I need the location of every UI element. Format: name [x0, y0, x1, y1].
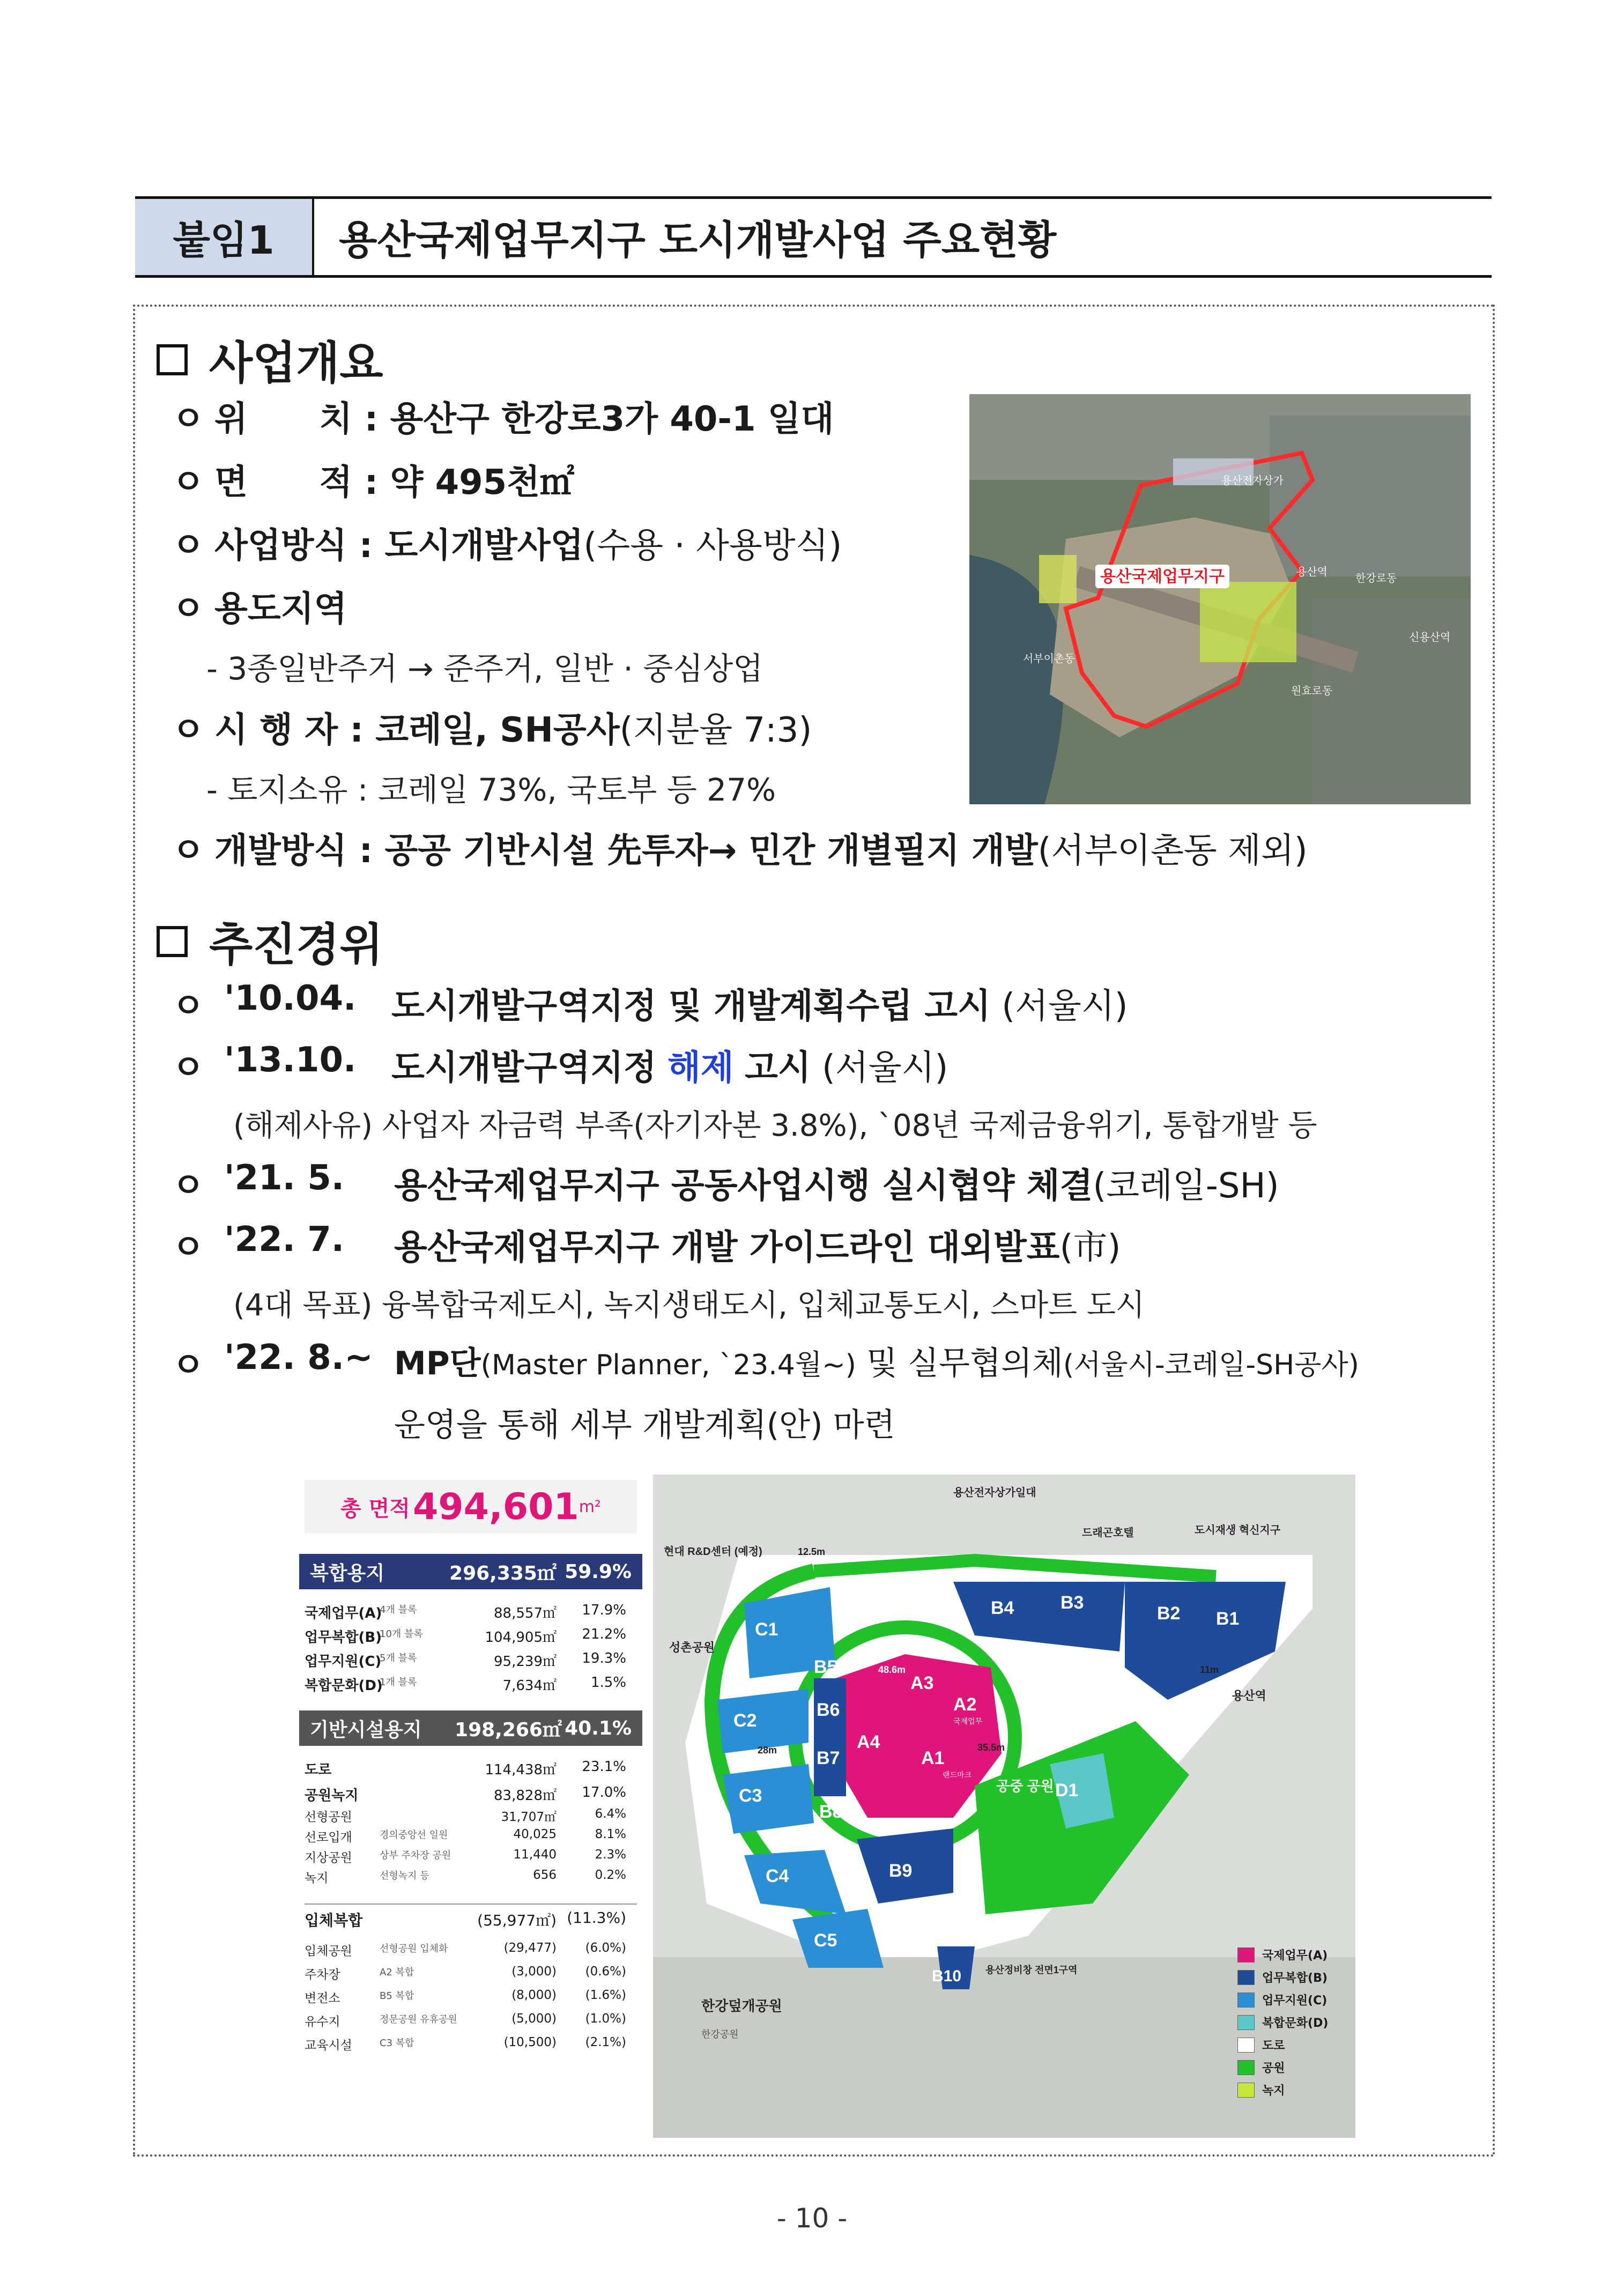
mixed-use-header: 복합용지 296,335㎡ 59.9% [299, 1554, 642, 1589]
mixed-row: 업무복합(B) 10개 블록 104,905㎡ 21.2% [305, 1626, 626, 1646]
block-label: B6 [817, 1700, 840, 1720]
block-label: B2 [1157, 1603, 1181, 1624]
attachment-header [135, 196, 1492, 278]
checkbox-square-icon [157, 926, 188, 957]
site-plan-map [653, 1475, 1355, 2138]
infra-row: 녹지 선형녹지 등 656 0.2% [305, 1868, 626, 1885]
infra-row: 지상공원 상부 주차장 공원 11,440 2.3% [305, 1848, 626, 1865]
map-label-hangang-sub: 한강공원 [701, 2029, 739, 2040]
aerial-photo-graphic [969, 394, 1471, 804]
legend-item: 업무지원(C) [1237, 1991, 1327, 2008]
a1-sub-label: 랜드마크 [943, 1771, 972, 1779]
block-label: C5 [814, 1930, 837, 1951]
overview-location: ㅇ 위 치 : 용산구 한강로3가 40-1 일대 [172, 399, 834, 439]
history-item-0: 도시개발구역지정 및 개발계획수립 고시 (서울시) [391, 987, 1128, 1026]
block-label: C1 [755, 1619, 778, 1640]
history-date-2: '21. 5. [224, 1158, 345, 1198]
block-label: B8 [819, 1802, 843, 1822]
history-bullet-4: ㅇ [172, 1346, 205, 1386]
legend-item: 복합문화(D) [1237, 2014, 1328, 2031]
vertical-row: 변전소 B5 복합 (8,000) (1.6%) [305, 1988, 626, 2005]
legend-item: 도로 [1237, 2036, 1285, 2053]
land-use-table [288, 1475, 653, 2138]
legend-item: 업무복합(B) [1237, 1969, 1328, 1986]
aerial-label-0: 용산전자상가 [1221, 475, 1284, 487]
map-label-rnd: 현대 R&D센터 (예정) [664, 1546, 762, 1558]
vertical-row: 주차장 A2 복합 (3,000) (0.6%) [305, 1965, 626, 1982]
infra-row: 선로입개 경의중앙선 일원 40,025 8.1% [305, 1827, 626, 1845]
history-reason: (해제사유) 사업자 자금력 부족(자기자본 3.8%), `08년 국제금융위기, 통합개발 등 [233, 1108, 1317, 1143]
block-label: D1 [1055, 1780, 1079, 1801]
history-date-1: '13.10. [224, 1040, 357, 1080]
history-bullet-1: ㅇ [172, 1048, 205, 1088]
mixed-row: 복합문화(D) 1개 블록 7,634㎡ 1.5% [305, 1675, 626, 1694]
block-label: B7 [817, 1748, 840, 1768]
overview-method: ㅇ 사업방식 : 도시개발사업(수용 · 사용방식) [172, 526, 842, 566]
block-label: C4 [766, 1866, 789, 1886]
vertical-row: 교육시설 C3 복합 (10,500) (2.1%) [305, 2035, 626, 2053]
a2-sub-label: 국제업무 [953, 1717, 983, 1725]
map-label-trade: 드래곤호텔 [1082, 1527, 1134, 1539]
dim-label: 48.6m [878, 1664, 906, 1675]
history-item-4: MP단(Master Planner, `23.4월~) 및 실무협의체(서울시-코레일-SH공사) [394, 1345, 1359, 1382]
aerial-label-1: 용산역 [1296, 566, 1328, 578]
attachment-tag: 붙임1 [135, 199, 314, 275]
dim-label: 11m [1200, 1664, 1219, 1675]
block-label: A2 [953, 1694, 977, 1715]
page-title: 용산국제업무지구 도시개발사업 주요현황 [339, 217, 1057, 263]
block-label: A3 [910, 1673, 934, 1693]
block-label: B10 [932, 1967, 962, 1985]
infra-row: 공원녹지 83,828㎡ 17.0% [305, 1784, 626, 1804]
section-heading-history: 추진경위 [157, 909, 383, 974]
central-park-label: 공중 공원 [996, 1778, 1054, 1794]
block-label: C3 [739, 1786, 762, 1806]
map-label-top: 용산전자상가일대 [953, 1487, 1036, 1499]
infra-row: 도로 114,438㎡ 23.1% [305, 1759, 626, 1778]
block-label: B1 [1216, 1609, 1240, 1629]
aerial-label-4: 원효로동 [1291, 685, 1333, 697]
infra-header: 기반시설용지 198,266㎡ 40.1% [299, 1710, 642, 1746]
aerial-label-3: 한강로동 [1355, 573, 1397, 584]
history-bullet-2: ㅇ [172, 1166, 205, 1206]
block-label: B3 [1061, 1593, 1084, 1613]
total-area: 총 면적 494,601 m² [305, 1480, 637, 1534]
checkbox-square-icon [157, 344, 188, 375]
history-bullet-0: ㅇ [172, 987, 205, 1026]
map-label-hangang: 한강덮개공원 [701, 1998, 782, 2014]
overview-operator: ㅇ 시 행 자 : 코레일, SH공사(지분율 7:3) [172, 710, 812, 750]
aerial-label-5: 신용산역 [1409, 632, 1451, 643]
infra-row: 선형공원 31,707㎡ 6.4% [305, 1807, 626, 1824]
overview-dev-method: ㅇ 개발방식 : 공공 기반시설 先투자→ 민간 개별필지 개발(서부이촌동 제외) [172, 831, 1308, 871]
history-bullet-3: ㅇ [172, 1228, 205, 1268]
vertical-row: 입체공원 선형공원 입체화 (29,477) (6.0%) [305, 1941, 626, 1958]
dim-label: 12.5m [798, 1546, 826, 1557]
block-label: A4 [857, 1732, 880, 1752]
history-item-1: 도시개발구역지정 해제 고시 (서울시) [391, 1048, 948, 1088]
map-label-park: 성촌공원 [669, 1641, 715, 1654]
aerial-photo [969, 394, 1471, 804]
history-date-0: '10.04. [224, 979, 357, 1018]
map-label-station: 용산역 [1232, 1689, 1266, 1702]
mixed-row: 국제업무(A) 4개 블록 88,557㎡ 17.9% [305, 1602, 626, 1621]
history-date-4: '22. 8.~ [224, 1338, 373, 1377]
legend-item: 공원 [1237, 2059, 1285, 2076]
overview-land-ownership: - 토지소유 : 코레일 73%, 국토부 등 27% [206, 772, 776, 808]
map-label-urban: 도시재생 혁신지구 [1195, 1524, 1281, 1536]
aerial-main-label: 용산국제업무지구 [1100, 568, 1225, 586]
block-label: A1 [921, 1748, 945, 1768]
block-label: B5 [814, 1657, 837, 1677]
history-date-3: '22. 7. [224, 1220, 345, 1260]
dim-label: 28m [758, 1745, 777, 1756]
overview-zoning: ㅇ 용도지역 [172, 589, 347, 629]
vertical-row: 유수지 정문공원 유휴공원 (5,000) (1.0%) [305, 2012, 626, 2029]
section-heading-overview: 사업개요 [157, 327, 383, 392]
vertical-header: 입체복합 (55,977㎡) (11.3%) [305, 1904, 637, 1930]
block-label: B4 [991, 1598, 1014, 1618]
legend-item: 국제업무(A) [1237, 1946, 1328, 1963]
dim-label: 35.5m [977, 1742, 1005, 1753]
overview-zoning-detail: - 3종일반주거 → 준주거, 일반 · 중심상업 [206, 650, 763, 687]
page-number: - 10 - [776, 2203, 848, 2234]
history-item-2: 용산국제업무지구 공동사업시행 실시협약 체결(코레일-SH) [394, 1166, 1279, 1206]
history-item-3: 용산국제업무지구 개발 가이드라인 대외발표(市) [394, 1228, 1121, 1268]
block-label: C2 [733, 1710, 757, 1731]
history-goals: (4대 목표) 융복합국제도시, 녹지생태도시, 입체교통도시, 스마트 도시 [233, 1288, 1145, 1323]
aerial-label-2: 서부이촌동 [1023, 653, 1075, 665]
map-label-yongsan-area: 용산정비창 전면1구역 [985, 1965, 1078, 1975]
block-label: B9 [889, 1861, 913, 1881]
land-use-infographic [288, 1475, 1355, 2138]
mixed-row: 업무지원(C) 5개 블록 95,239㎡ 19.3% [305, 1650, 626, 1670]
overview-area: ㅇ 면 적 : 약 495천㎡ [172, 463, 575, 502]
history-item-4-line2: 운영을 통해 세부 개발계획(안) 마련 [394, 1406, 895, 1444]
legend-item: 녹지 [1237, 2082, 1285, 2098]
